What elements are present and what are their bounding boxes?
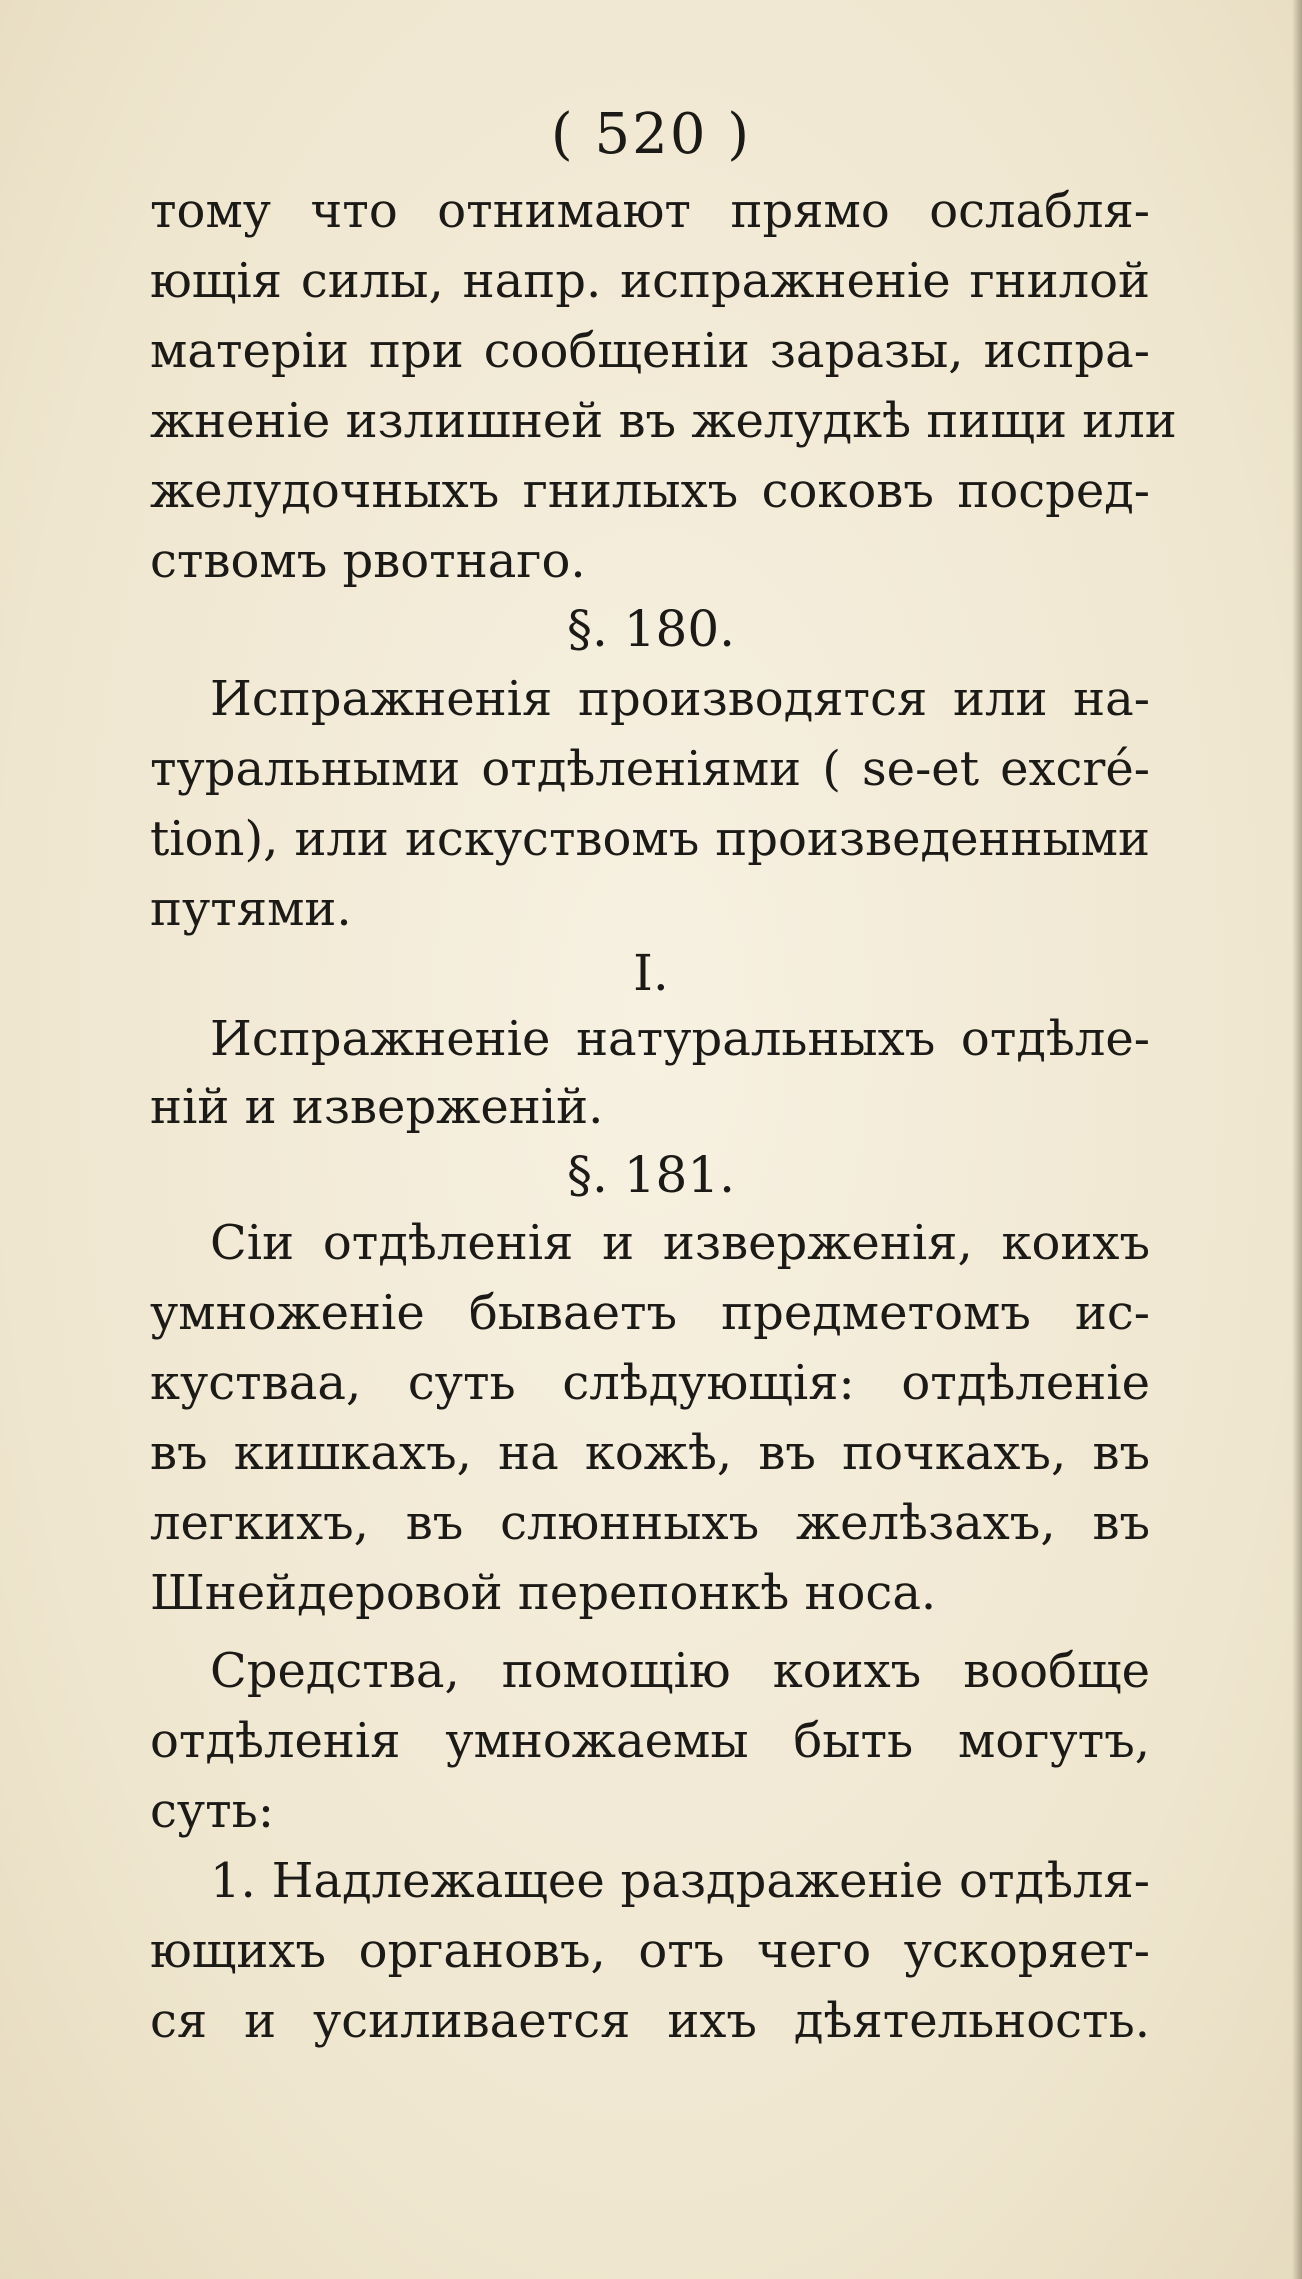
subheading-line: ній и изверженій. bbox=[150, 1079, 604, 1135]
page-edge-shadow bbox=[1292, 0, 1302, 2279]
roman-heading: I. bbox=[633, 944, 669, 1002]
text-line: туральными отдѣленіями ( se-et excré- bbox=[150, 741, 1150, 797]
text-line: кустваа, суть слѣдующія: отдѣленіе bbox=[150, 1355, 1150, 1411]
text-line: tion), или искуствомъ произведенными bbox=[150, 811, 1150, 867]
text-line: жненіе излишней въ желудкѣ пищи или bbox=[150, 393, 1177, 449]
text-line: желудочныхъ гнилыхъ соковъ посред- bbox=[150, 463, 1150, 519]
text-line: въ кишкахъ, на кожѣ, въ почкахъ, въ bbox=[150, 1425, 1150, 1481]
text-line: путями. bbox=[150, 881, 352, 937]
section-heading: §. 180. bbox=[566, 600, 736, 658]
text-line: ствомъ рвотнаго. bbox=[150, 533, 586, 589]
page-number: ( 520 ) bbox=[550, 102, 752, 167]
text-line: Сіи отдѣленія и изверженія, коихъ bbox=[210, 1215, 1150, 1271]
text-line: Испражненія производятся или на- bbox=[210, 671, 1150, 727]
text-line: матеріи при сообщеніи заразы, испра- bbox=[150, 323, 1150, 379]
text-line: суть: bbox=[150, 1783, 274, 1839]
subheading-line: Испражненіе натуральныхъ отдѣле- bbox=[210, 1011, 1150, 1067]
text-line: умноженіе бываетъ предметомъ ис- bbox=[150, 1285, 1150, 1341]
text-line: легкихъ, въ слюнныхъ желѣзахъ, въ bbox=[150, 1495, 1150, 1551]
section-heading: §. 181. bbox=[566, 1146, 736, 1204]
text-line: Шнейдеровой перепонкѣ носа. bbox=[150, 1565, 937, 1621]
text-line: Средства, помощію коихъ вообще bbox=[210, 1643, 1150, 1699]
text-line: отдѣленія умножаемы быть могутъ, bbox=[150, 1713, 1150, 1769]
text-line: 1. Надлежащее раздраженіе отдѣля- bbox=[210, 1853, 1150, 1909]
text-line: ющихъ органовъ, отъ чего ускоряет- bbox=[150, 1923, 1150, 1979]
text-line: тому что отнимают прямо ослабля- bbox=[150, 183, 1150, 239]
text-line: ся и усиливается ихъ дѣятельность. bbox=[150, 1993, 1150, 2049]
text-line: ющія силы, напр. испражненіе гнилой bbox=[150, 253, 1150, 309]
